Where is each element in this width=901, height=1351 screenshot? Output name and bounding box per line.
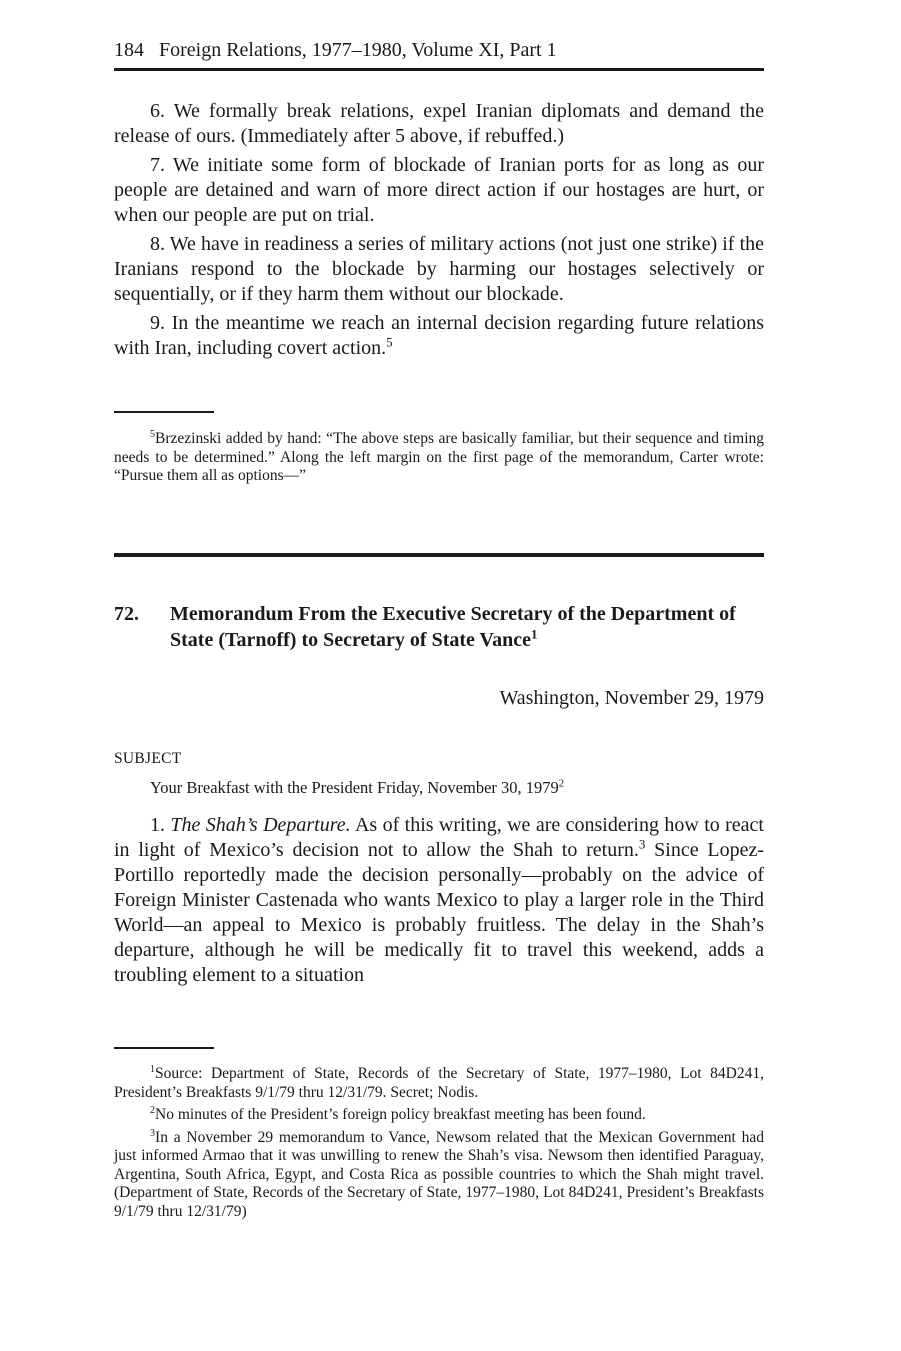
footnote-ref-3: 3: [638, 836, 646, 852]
paragraph-6: 6. We formally break relations, expel Iranian diplomats and demand the release of ours. (Immediately after 5 above, if rebuffed.): [114, 100, 764, 147]
footnote-2: [114, 1106, 764, 1125]
document-title: [170, 601, 764, 653]
footnote-2-marker: 2: [150, 1104, 156, 1116]
footnote-1: [114, 1065, 764, 1102]
footnote-5: [114, 430, 764, 486]
bottom-footnotes: [114, 1065, 764, 1225]
footnote-ref-5: 5: [386, 334, 393, 350]
previous-document-continuation: [114, 99, 764, 365]
footnote-ref-1: 1: [531, 626, 538, 642]
subject-line: [150, 778, 564, 798]
running-title: Foreign Relations, 1977–1980, Volume XI, Part 1: [159, 39, 557, 61]
paragraph-7: 7. We initiate some form of blockade of Iranian ports for as long as our people are detained and warn of more direct action if our hostages are hurt, or when our people are put on trial.: [114, 154, 764, 226]
footnote-ref-2: 2: [558, 777, 565, 790]
paragraph-8: 8. We have in readiness a series of military actions (not just one strike) if the Iranians respond to the blockade by harming our hostages selectively or sequentially, or if they harm them without our blockade.: [114, 233, 764, 305]
header-rule: [114, 68, 764, 71]
footnote-rule-top: [114, 411, 214, 413]
document-title-text: Memorandum From the Executive Secretary of the Department of State (Tarnoff) to Secretary of State Vance: [170, 603, 736, 651]
footnote-rule-bottom: [114, 1047, 214, 1049]
subject-text: Your Breakfast with the President Friday, November 30, 1979: [150, 778, 559, 797]
paragraph-1-heading: The Shah’s Departure.: [170, 814, 351, 836]
document-separator: [114, 553, 764, 557]
footnote-1-text: Source: Department of State, Records of the Secretary of State, 1977–1980, Lot 84D241, President’s Breakfasts 9/1/79 thru 12/31/79. Secret; Nodis.: [114, 1065, 764, 1101]
paragraph-1: [114, 813, 764, 988]
footnote-1-marker: 1: [150, 1063, 156, 1075]
top-footnotes: [114, 430, 764, 490]
paragraph-9: [114, 311, 764, 361]
running-header: [114, 38, 764, 62]
subject-label: SUBJECT: [114, 750, 182, 767]
footnote-3-marker: 3: [150, 1127, 156, 1139]
footnote-3: [114, 1129, 764, 1222]
footnote-5-text: Brzezinski added by hand: “The above steps are basically familiar, but their sequence and timing needs to be determined.” Along the left margin on the first page of the memorandum, Carter wrote: “Pursue them all as options—”: [114, 430, 764, 484]
paragraph-1-text-b: Since Lopez-Portillo reportedly made the decision personally—probably on the advice of Foreign Minister Castenada who wants Mexico to play a larger role in the Third World—an appeal to Mexico is probably fruitless. The delay in the Shah’s departure, although he will be medically fit to travel this weekend, adds a troubling element to a situation: [114, 839, 764, 986]
footnote-2-text: No minutes of the President’s foreign policy breakfast meeting has been found.: [155, 1106, 646, 1123]
paragraph-1-number: 1.: [150, 814, 165, 836]
page-number: 184: [114, 39, 144, 61]
footnote-3-text: In a November 29 memorandum to Vance, Newsom related that the Mexican Government had just informed Armao that it was unwilling to renew the Shah’s visa. Newsom then identified Paraguay, Argentina, South Africa, Egypt, and Costa Rica as possible countries to which the Shah might travel. (Department of State, Records of the Secretary of State, 1977–1980, Lot 84D241, President’s Breakfasts 9/1/79 thru 12/31/79): [114, 1128, 764, 1220]
paragraph-9-text: 9. In the meantime we reach an internal decision regarding future relations with Iran, including covert action.: [114, 312, 764, 359]
memorandum-body: [114, 813, 764, 992]
footnote-5-marker: 5: [150, 428, 156, 440]
place-date: Washington, November 29, 1979: [499, 687, 764, 709]
paragraph-1-text-a: As of this writing, we are considering how to react in light of Mexico’s decision not to allow the Shah to return.: [114, 814, 764, 861]
document-number: 72.: [114, 603, 139, 625]
